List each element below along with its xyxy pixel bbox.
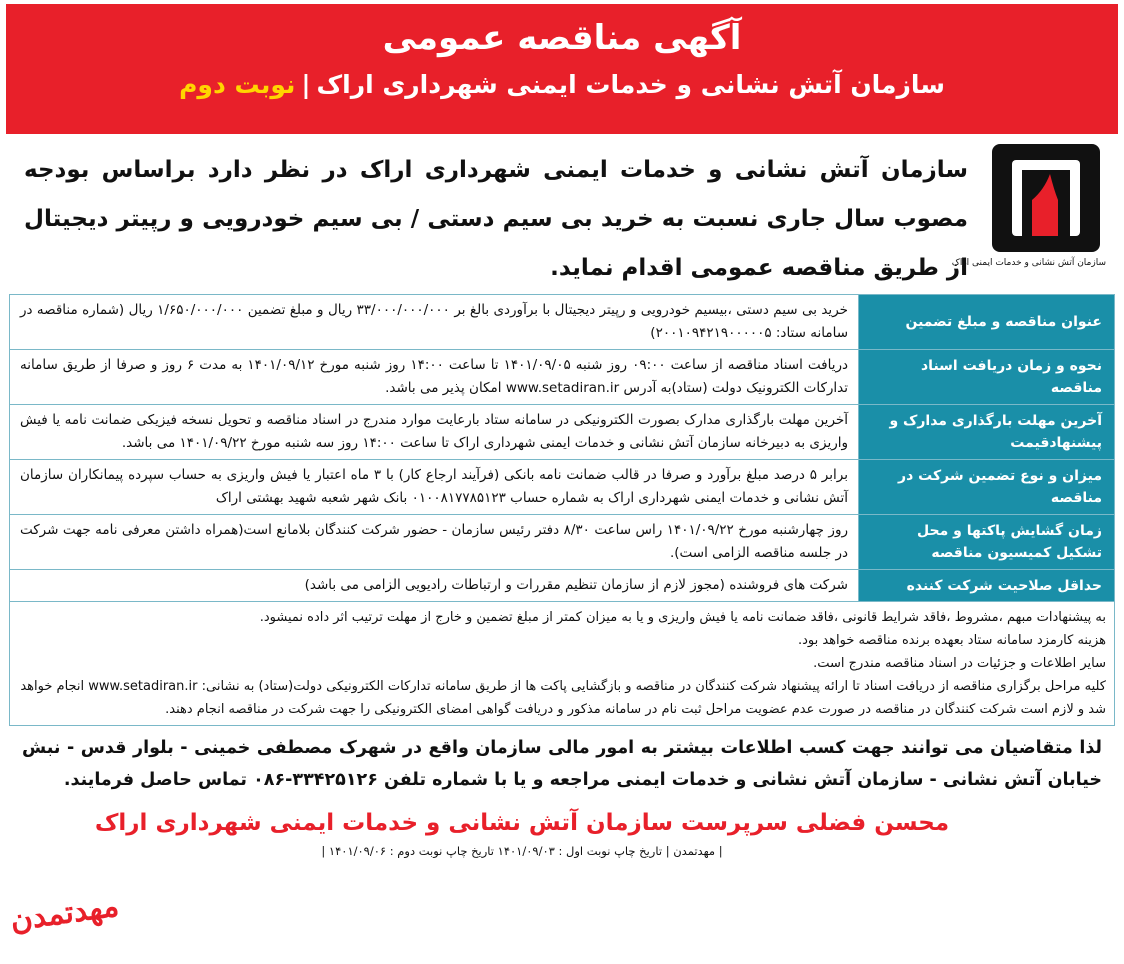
row-label: نحوه و زمان دریافت اسناد مناقصه xyxy=(859,350,1115,405)
row-label: عنوان مناقصه و مبلغ تضمین xyxy=(859,295,1115,350)
organization-name: سازمان آتش نشانی و خدمات ایمنی شهرداری اراک xyxy=(316,70,945,99)
notes-box xyxy=(9,602,1115,726)
note-line: هزینه کارمزد سامانه ستاد بعهده برنده مناقصه خواهد بود. xyxy=(797,633,1106,648)
intro-paragraph: سازمان آتش نشانی و خدمات ایمنی شهرداری اراک در نظر دارد براساس بودجه مصوب سال جاری نسبت به خرید بی سیم دستی / بی سیم خودرویی و رپیتر دیجیتال از طریق مناقصه عمومی اقدام نماید. xyxy=(24,157,968,281)
table-row xyxy=(10,295,1115,350)
row-label: آخرین مهلت بارگذاری مدارک و پیشنهادقیمت xyxy=(859,405,1115,460)
row-value: شرکت های فروشنده (مجوز لازم از سازمان تنظیم مقررات و ارتباطات رادیویی الزامی می باشد) xyxy=(10,570,859,602)
contact-paragraph: لذا متقاضیان می توانند جهت کسب اطلاعات بیشتر به امور مالی سازمان واقع در شهرک مصطفی خمینی - بلوار قدس - نبش خیابان آتش نشانی - سازمان آتش نشانی و خدمات ایمنی مراجعه و یا با شماره تلفن ۳۳۴۲۵۱۲۶-۰۸۶ تماس حاصل فرمایند. xyxy=(22,738,1102,790)
round-label: نوبت دوم xyxy=(179,70,296,99)
header-banner xyxy=(6,4,1118,134)
signature: محسن فضلی سرپرست سازمان آتش نشانی و خدمات ایمنی شهرداری اراک xyxy=(94,810,950,836)
row-label: زمان گشایش پاکتها و محل تشکیل کمیسیون مناقصه xyxy=(859,515,1115,570)
ad-subtitle xyxy=(6,60,1118,110)
row-label: حداقل صلاحیت شرکت کننده xyxy=(859,570,1115,602)
row-value: آخرین مهلت بارگذاری مدارک بصورت الکترونیکی در سامانه ستاد بارعایت موارد مندرج در اسناد مناقصه و تحویل نسخه فیزیکی ضمانت نامه یا فیش واریزی به دبیرخانه سازمان آتش نشانی و خدمات ایمنی شهرداری اراک تا ساعت ۱۴:۰۰ روز سه شنبه مورخ ۱۴۰۱/۰۹/۲۲ می باشد. xyxy=(10,405,859,460)
newspaper-logo-icon xyxy=(10,882,120,952)
row-value: دریافت اسناد مناقصه از ساعت ۰۹:۰۰ روز شنبه ۱۴۰۱/۰۹/۰۵ تا ساعت ۱۴:۰۰ روز شنبه مورخ ۱۴۰۱/۰۹/۱۲ به مدت ۶ روز و صرفا از طریق سامانه تدارکات الکترونیک دولت (ستاد)به آدرس www.setadiran.ir امکان پذیر می باشد. xyxy=(10,350,859,405)
row-value: خرید بی سیم دستی ،بیسیم خودرویی و رپیتر دیجیتال با برآوردی بالغ بر ۳۳/۰۰۰/۰۰۰/۰۰۰ ریال و مبلغ تضمین ۱/۶۵۰/۰۰۰/۰۰۰ ریال (شماره مناقصه در سامانه ستاد: ۲۰۰۱۰۹۴۲۱۹۰۰۰۰۰۵) xyxy=(10,295,859,350)
row-value: برابر ۵ درصد مبلغ برآورد و صرفا در قالب ضمانت نامه بانکی (فرآیند ارجاع کار) با ۳ ماه اعتبار یا فیش واریزی به حساب سپرده پیمانکاران سازمان آتش نشانی و خدمات ایمنی شهرداری اراک به شماره حساب ۰۱۰۰۸۱۷۷۸۵۱۲۳ بانک شهر شعبه شهید بهشتی اراک xyxy=(10,460,859,515)
intro-section xyxy=(6,134,1118,294)
row-value: روز چهارشنبه مورخ ۱۴۰۱/۰۹/۲۲ راس ساعت ۸/۳۰ دفتر رئیس سازمان - حضور شرکت کنندگان بلامانع است(همراه داشتن معرفی نامه جهت شرکت در جلسه مناقصه الزامی است). xyxy=(10,515,859,570)
row-label: میزان و نوع تضمین شرکت در مناقصه xyxy=(859,460,1115,515)
tender-details-table xyxy=(9,294,1115,602)
print-dates: | مهدتمدن | تاریخ چاپ نوبت اول : ۱۴۰۱/۰۹/۰۳ تاریخ چاپ نوبت دوم : ۱۴۰۱/۰۹/۰۶ | xyxy=(321,844,723,858)
note-line: کلیه مراحل برگزاری مناقصه از دریافت اسناد تا ارائه پیشنهاد شرکت کنندگان در مناقصه و بازگشایی پاکت ها از طریق سامانه تدارکات الکترونیکی دولت(ستاد) به نشانی: www.setadiran.ir انجام خواهد شد و لازم است شرکت کنندگان در مناقصه در صورت عدم عضویت مراحل ثبت نام در سامانه مذکور و دریافت گواهی امضای الکترونیکی را جهت شرکت در مناقصه انجام دهند. xyxy=(20,679,1106,717)
table-row xyxy=(10,570,1115,602)
note-line: به پیشنهادات مبهم ،مشروط ،فاقد شرایط قانونی ،فاقد ضمانت نامه یا فیش واریزی و یا به میزان کمتر از مبلغ تضمین و خارج از مهلت ترتیب اثر داده نمیشود. xyxy=(259,610,1106,625)
organization-logo xyxy=(951,144,1106,268)
newspaper-name: مهدتمدن xyxy=(8,888,122,939)
subtitle-separator: | xyxy=(301,70,311,99)
table-row xyxy=(10,350,1115,405)
table-row xyxy=(10,460,1115,515)
table-row xyxy=(10,405,1115,460)
ad-title: آگهی مناقصه عمومی xyxy=(382,18,742,58)
logo-caption: سازمان آتش نشانی و خدمات ایمنی اراک xyxy=(951,258,1106,268)
fire-department-logo-icon xyxy=(992,144,1100,252)
table-row xyxy=(10,515,1115,570)
note-line: سایر اطلاعات و جزئیات در اسناد مناقصه مندرج است. xyxy=(813,656,1106,671)
